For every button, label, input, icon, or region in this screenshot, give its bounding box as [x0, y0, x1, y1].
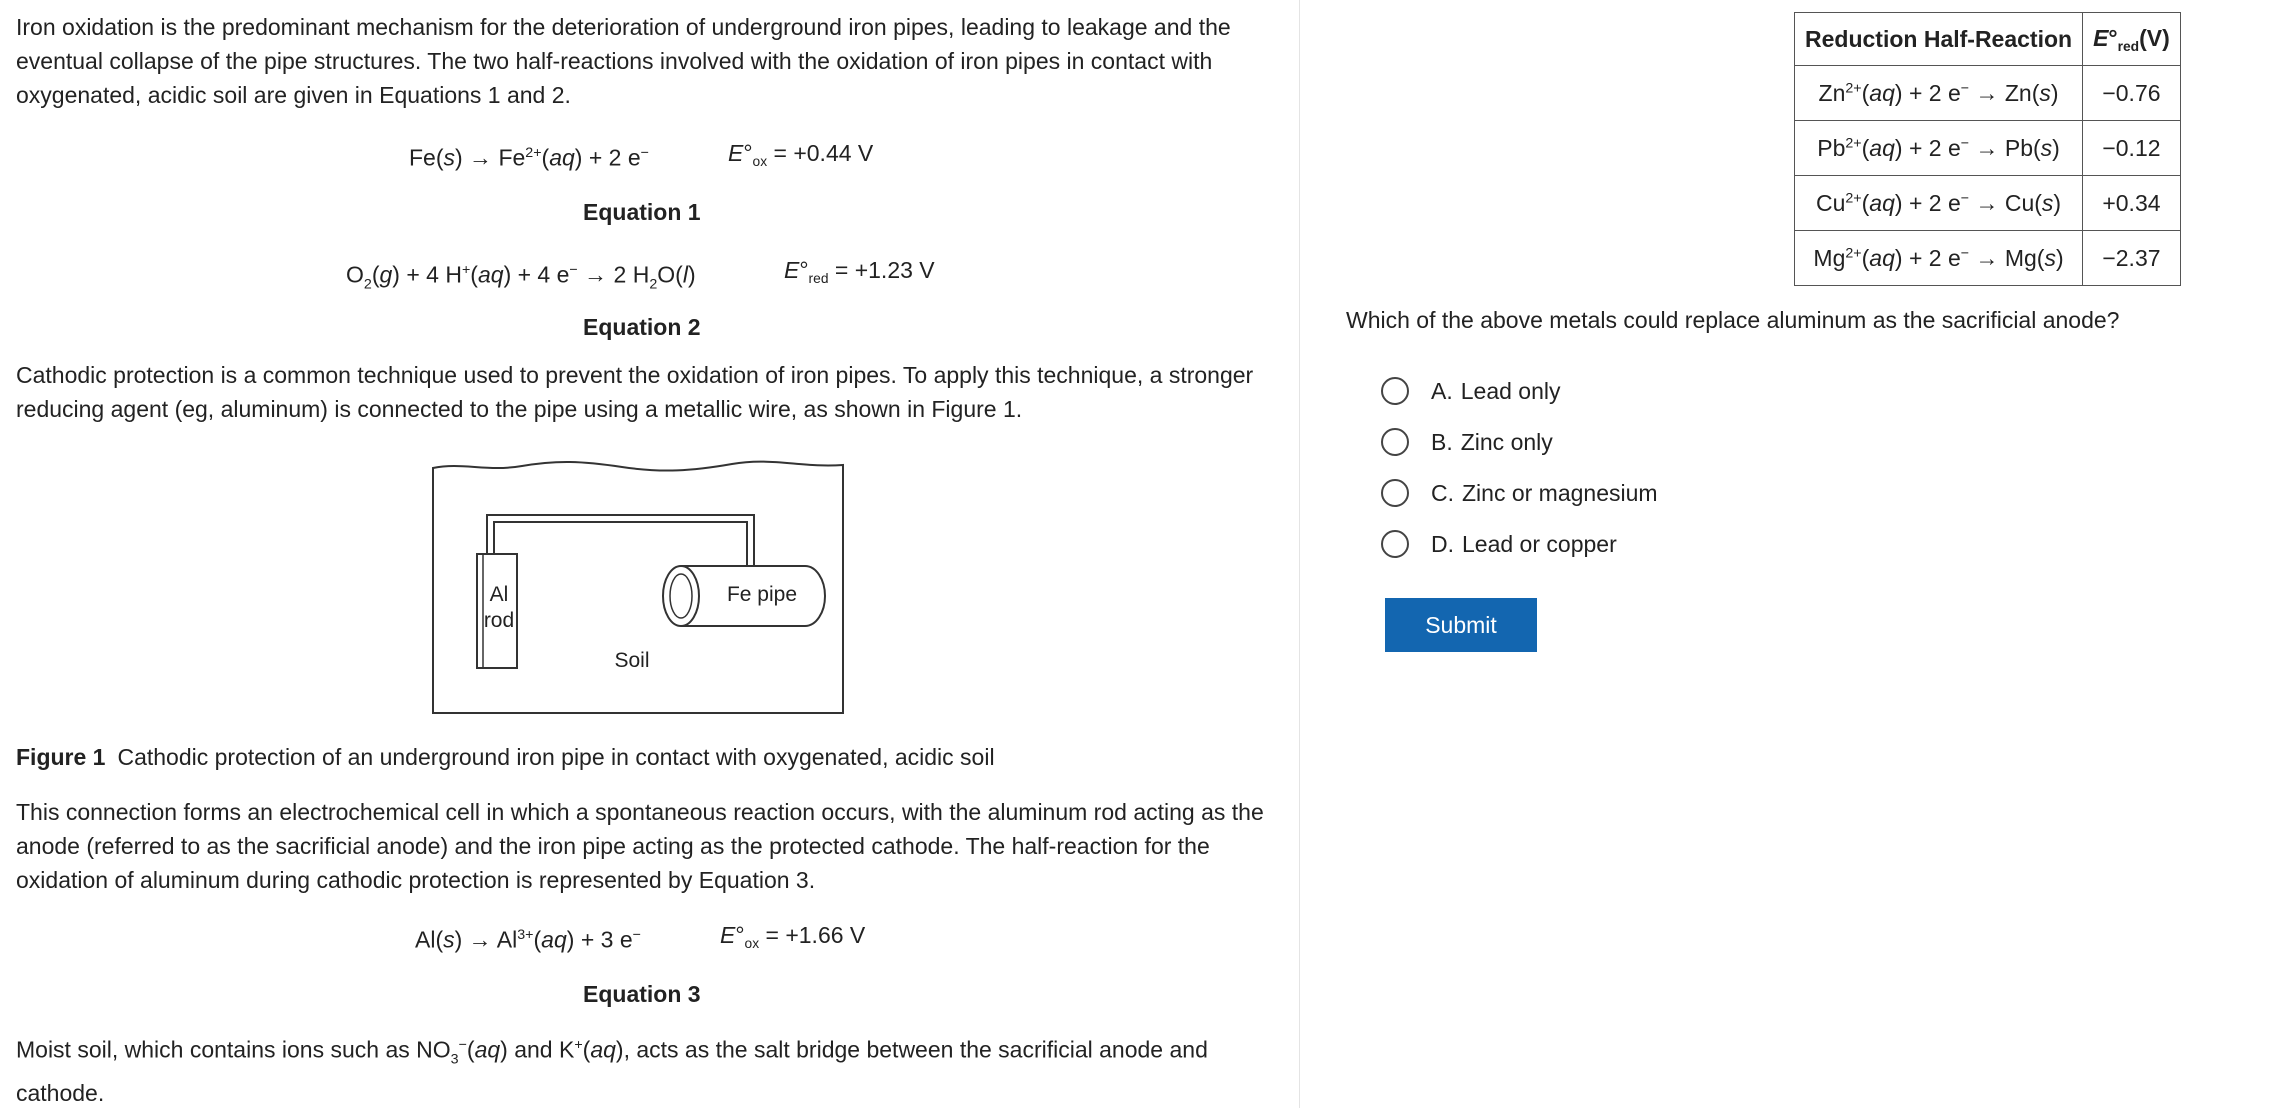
reaction-cell: $Cu^{2+}(aq) + 2$ e− → Cu(s) — [1795, 176, 2083, 231]
table-row — [1795, 66, 2181, 121]
answer-option-a[interactable] — [1381, 374, 1560, 408]
equation-1-reaction: $Fe(s) \to Fe^{2+}(aq) + 2$ e− — [409, 144, 649, 171]
option-letter: D. — [1431, 530, 1454, 557]
equation-1-potential: $E^\circ_{ox} = +0.44$ V — [728, 140, 874, 169]
radio-button[interactable] — [1381, 530, 1409, 558]
equation-3-reaction: $Al(s) \to Al^{3+}(aq) + 3$ e− — [415, 926, 641, 953]
answer-option-b[interactable] — [1381, 425, 1553, 459]
reaction-cell: $Mg^{2+}(aq) + 2$ e− → Mg(s) — [1795, 231, 2083, 286]
figure-1 — [432, 456, 844, 714]
potential-cell: −0.76 — [2083, 66, 2181, 121]
equation-1-label: Equation 1 — [583, 199, 701, 225]
option-text: Zinc or magnesium — [1462, 479, 1658, 506]
answer-option-d[interactable] — [1381, 527, 1617, 561]
figure-1-caption — [16, 740, 995, 774]
radio-button[interactable] — [1381, 428, 1409, 456]
equation-3-label: Equation 3 — [583, 981, 701, 1007]
figure-1-caption-label: Figure 1 — [16, 744, 106, 770]
reduction-potential-table — [1794, 12, 2181, 286]
al-rod-label-1: Al — [489, 583, 509, 606]
cell-paragraph: This connection forms an electrochemical cell in which a spontaneous reaction occurs, with the aluminum rod acting as the anode (referred to as the sacrificial anode) and the iron pipe acting as the protected cathode. The half-reaction for the oxidation of aluminum during cathodic protection is represented by Equation 3. — [16, 799, 1264, 893]
soil-label: Soil — [614, 649, 650, 672]
table-row — [1795, 121, 2181, 176]
submit-button[interactable]: Submit — [1385, 598, 1537, 652]
answer-option-c[interactable] — [1381, 476, 1658, 510]
option-text: Lead or copper — [1462, 530, 1617, 557]
soil-paragraph: Moist soil, which contains ions such as $NO_3^-(aq)$ and K+(aq), acts as the salt bridge between the sacrificial anode and cathode. — [16, 1036, 1208, 1107]
potential-cell: +0.34 — [2083, 176, 2181, 231]
question-panel — [1301, 0, 2270, 1108]
reaction-cell: $Zn^{2+}(aq) + 2$ e− → Zn(s) — [1795, 66, 2083, 121]
equation-2-potential: $E^\circ_{red} = +1.23$ V — [784, 257, 935, 286]
equation-2-label: Equation 2 — [583, 314, 701, 340]
option-text: Zinc only — [1460, 428, 1553, 455]
fe-pipe-opening-inner — [670, 574, 692, 618]
radio-button[interactable] — [1381, 479, 1409, 507]
fe-pipe-label: Fe pipe — [726, 583, 798, 606]
option-letter: C. — [1431, 479, 1454, 506]
radio-button[interactable] — [1381, 377, 1409, 405]
cathodic-paragraph: Cathodic protection is a common technique used to prevent the oxidation of iron pipes. To apply this technique, a stronger reducing agent (eg, aluminum) is connected to the pipe using a metallic wire, as shown in Figure 1. — [16, 362, 1254, 422]
equation-2-reaction: $O_2(g) + 4$ H+(aq) + 4 e− → 2 $H_2O(l)$ — [346, 261, 696, 293]
reaction-cell: $Pb^{2+}(aq) + 2$ e− → Pb(s) — [1795, 121, 2083, 176]
figure-1-caption-text: Cathodic protection of an underground iron pipe in contact with oxygenated, acidic soil — [117, 744, 995, 770]
potential-cell: −0.12 — [2083, 121, 2181, 176]
option-letter: A. — [1431, 377, 1453, 404]
header-potential: $E^\circ_{red}(V)$ — [2083, 13, 2181, 66]
equation-3-potential: $E^\circ_{ox} = +1.66$ V — [720, 922, 866, 951]
question-prompt: Which of the above metals could replace aluminum as the sacrificial anode? — [1346, 307, 2120, 333]
al-rod-label-2: rod — [483, 609, 515, 632]
option-letter: B. — [1431, 428, 1453, 455]
header-reaction: Reduction Half-Reaction — [1795, 13, 2083, 66]
option-text: Lead only — [1460, 377, 1561, 404]
table-row — [1795, 176, 2181, 231]
table-header-row — [1795, 13, 2181, 66]
table-row — [1795, 231, 2181, 286]
intro-paragraph: Iron oxidation is the predominant mechanism for the deterioration of underground iron pipes, leading to leakage and the eventual collapse of the pipe structures. The two half-reactions involved with the oxidation of iron pipes in contact with oxygenated, acidic soil are given in Equations 1 and 2. — [16, 14, 1231, 108]
potential-cell: −2.37 — [2083, 231, 2181, 286]
